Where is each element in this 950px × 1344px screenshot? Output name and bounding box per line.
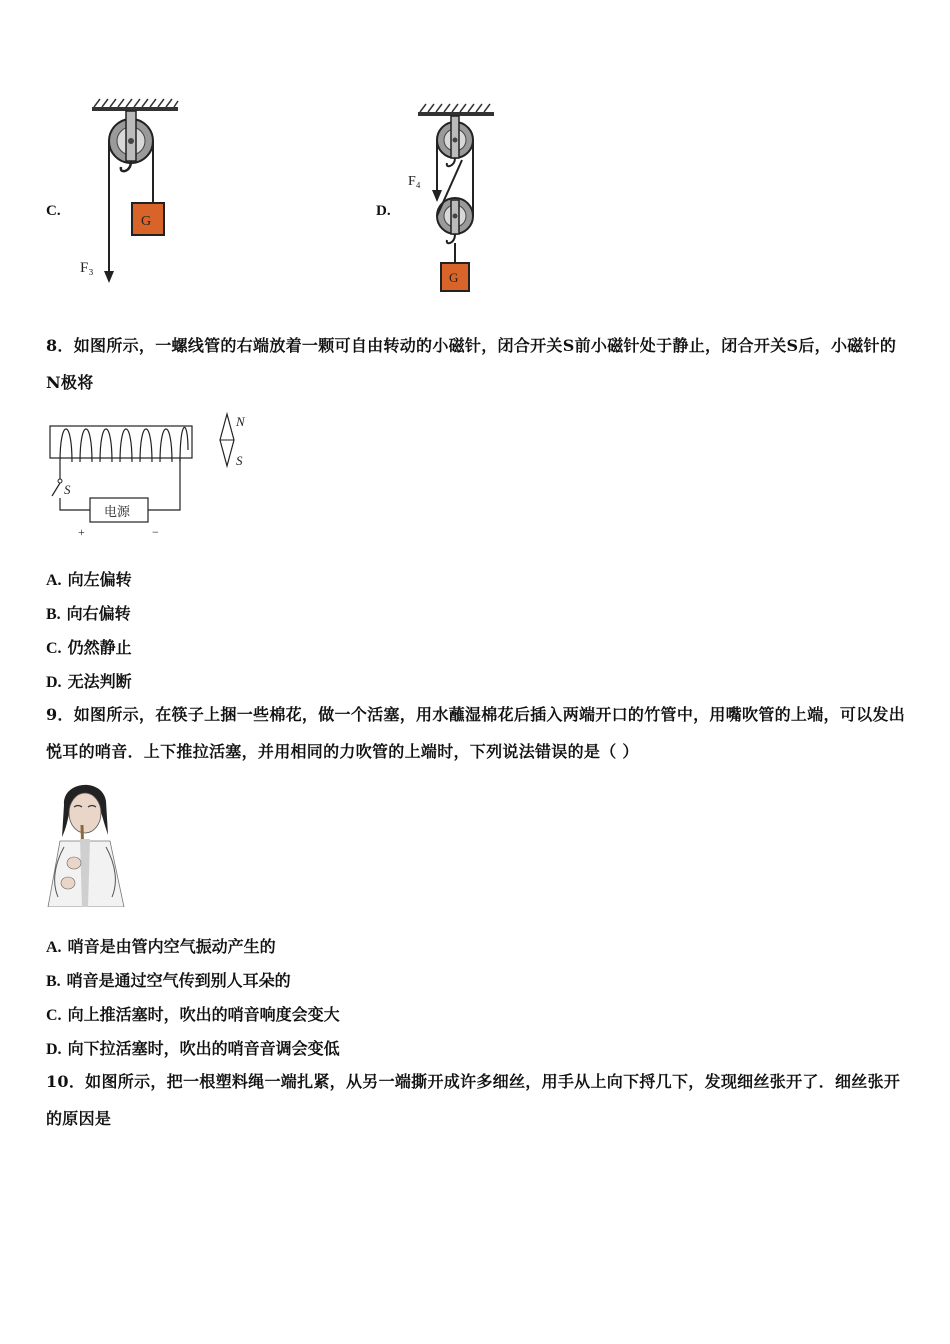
force-label-c: F₃ — [80, 260, 94, 276]
ceiling-hatch-d — [420, 104, 490, 112]
plus-label: + — [78, 525, 85, 539]
question-10-text: 10．如图所示，把一根塑料绳一端扎紧，从另一端撕开成许多细丝，用手从上向下捋几下，发现细丝张开了．细丝张开的原因是 — [46, 1072, 901, 1128]
north-label: N — [236, 414, 245, 429]
weight-label-d: G — [449, 270, 459, 285]
force-arrow-d — [432, 190, 442, 202]
question-9-text: 9．如图所示，在筷子上捆一些棉花，做一个活塞，用水蘸湿棉花后插入两端开口的竹管中，用嘴吹管的上端，可以发出悦耳的哨音．上下推拉活塞，并用相同的力吹管的上端时，下列说法错误的是（ ） — [46, 705, 906, 761]
q9-option-b[interactable]: B. 哨音是通过空气传到别人耳朵的 — [46, 971, 291, 990]
option-c-label: C. — [46, 203, 61, 219]
face — [69, 793, 101, 833]
q8-option-b[interactable]: B. 向右偏转 — [46, 604, 131, 623]
weight-label-c: G — [141, 214, 152, 229]
pulley-figure-c — [70, 95, 200, 290]
solenoid-figure — [46, 410, 266, 540]
girl-whistle-photo — [44, 775, 130, 907]
power-source-label: 电源 — [104, 504, 131, 519]
question-8-text: 8．如图所示，一螺线管的右端放着一颗可自由转动的小磁针，闭合开关S前小磁针处于静止，闭合开关S后，小磁针的N极将 — [46, 336, 897, 392]
q9-option-c[interactable]: C. 向上推活塞时，吹出的哨音响度会变大 — [46, 1005, 340, 1024]
force-label-d: F₄ — [408, 174, 421, 189]
switch-label: S — [64, 482, 71, 497]
switch-lever — [52, 483, 60, 496]
hand-upper — [67, 857, 81, 869]
south-label: S — [236, 453, 243, 468]
hand-lower — [61, 877, 75, 889]
hook-d-top — [447, 158, 455, 166]
minus-label: − — [152, 525, 159, 539]
ceiling-hatch-c — [94, 99, 178, 107]
option-d-label: D. — [376, 203, 391, 219]
q8-option-d[interactable]: D. 无法判断 — [46, 672, 132, 691]
hook-d-bottom — [447, 234, 455, 243]
pulley-figure-d — [400, 100, 510, 300]
q9-option-a[interactable]: A. 哨音是由管内空气振动产生的 — [46, 937, 276, 956]
force-arrow-c — [104, 271, 114, 283]
q8-option-c[interactable]: C. 仍然静止 — [46, 638, 132, 657]
q9-option-d[interactable]: D. 向下拉活塞时，吹出的哨音音调会变低 — [46, 1039, 340, 1058]
q8-option-a[interactable]: A. 向左偏转 — [46, 570, 132, 589]
